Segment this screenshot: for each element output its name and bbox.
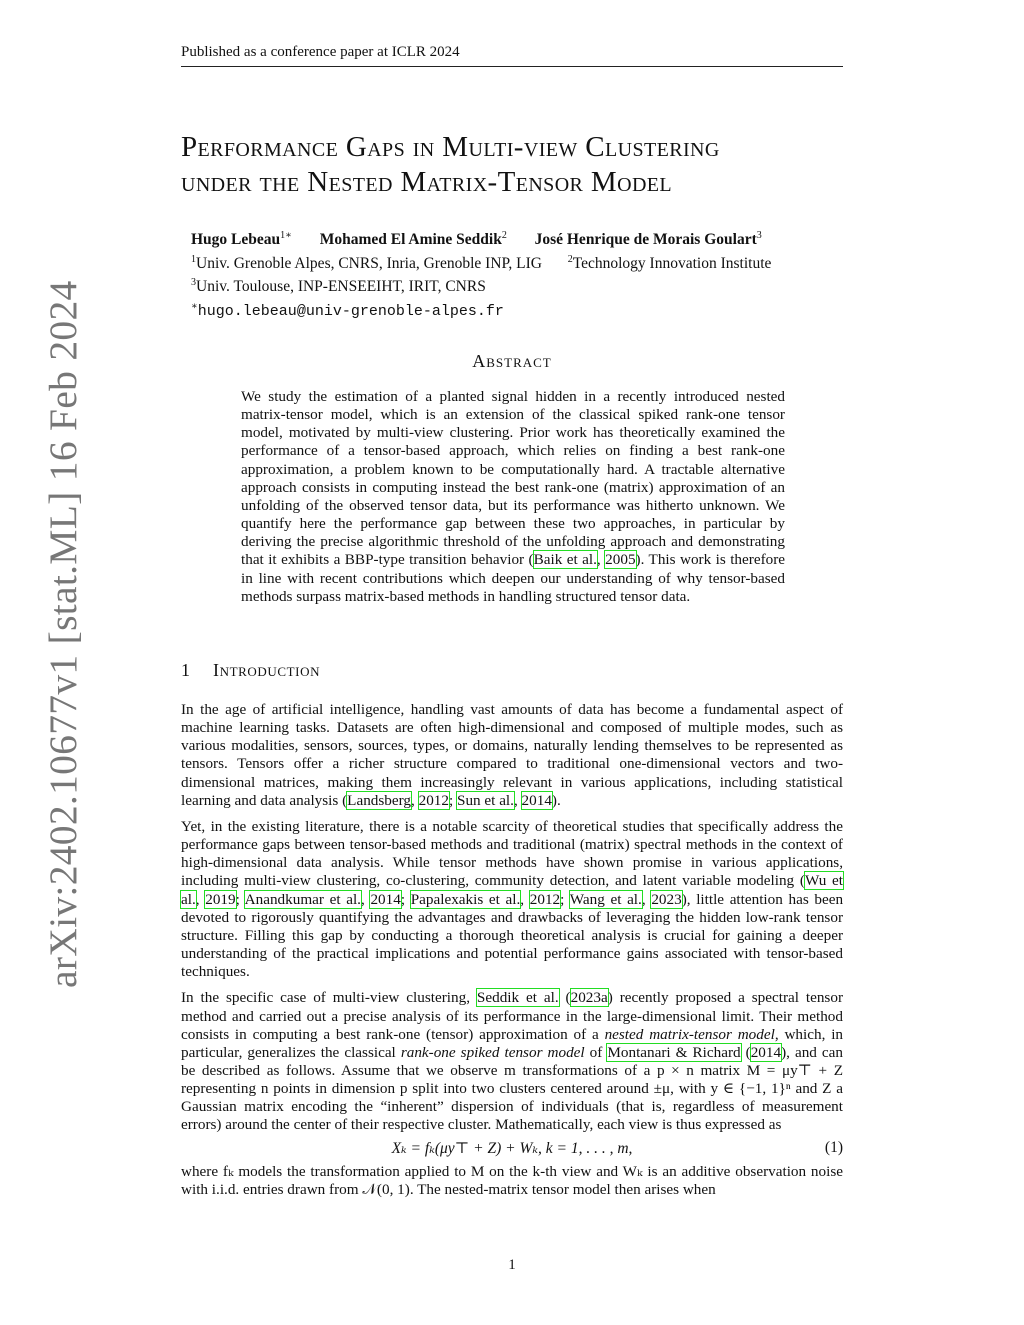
- affiliation-2: Technology Innovation Institute: [572, 254, 772, 272]
- citation-anandkumar-year-link[interactable]: 2014: [370, 890, 401, 908]
- citation-wang-year-link[interactable]: 2023: [651, 890, 682, 908]
- affiliations-row-1: [191, 250, 771, 274]
- citation-montanari-link[interactable]: Montanari & Richard: [607, 1043, 741, 1061]
- author-email: hugo.lebeau@univ-grenoble-alpes.fr: [197, 302, 504, 320]
- author-names: [191, 226, 771, 250]
- abstract-text-2: ,: [596, 551, 606, 569]
- citation-wu-link[interactable]: Wu et al.: [181, 872, 844, 908]
- citation-landsberg-year-link[interactable]: 2012: [418, 791, 449, 809]
- email-mark: ∗: [191, 300, 198, 312]
- citation-seddik-link[interactable]: Seddik et al.: [476, 989, 559, 1007]
- p3-text-2: (: [558, 989, 571, 1007]
- p3-text-1: In the specific case of multi-view clustering,: [181, 989, 477, 1007]
- title-line-2: under the Nested Matrix-Tensor Model: [181, 166, 673, 198]
- p1-text-2: ,: [411, 791, 419, 809]
- author-1-mark: 1∗: [280, 230, 292, 241]
- title-line-1: Performance Gaps in Multi-view Clustering: [181, 131, 720, 163]
- affiliation-1-mark: 1: [191, 253, 196, 265]
- abstract-text: [241, 388, 785, 606]
- author-3: José Henrique de Morais Goulart: [534, 231, 757, 248]
- p1-text-4: ,: [513, 791, 522, 809]
- page-number: 1: [508, 1257, 516, 1273]
- citation-papalexakis-link[interactable]: Papalexakis et al.: [410, 890, 521, 908]
- p2-text-4: ,: [360, 890, 371, 908]
- p1-text-1: In the age of artificial intelligence, handling vast amounts of data has become a fundamental aspect of machine learning tasks. Datasets are often high-dimensional and composed of multiple modes, such as various modalities, sensors, sources, types, or domains, naturally lending themselves to be represented as tensors. Tensors offer a richer structure compared to traditional one-dimensional vectors and two-dimensional matrices, making them increasingly relevant in various applications, including statistical learning and data analysis (: [181, 701, 843, 809]
- abstract-heading: Abstract: [472, 351, 552, 371]
- p2-text-8: ,: [641, 890, 652, 908]
- citation-sun-link[interactable]: Sun et al.: [457, 791, 514, 809]
- p1-text-5: ).: [551, 791, 561, 809]
- running-header: Published as a conference paper at ICLR 2024: [181, 44, 843, 67]
- paragraph-4: where fₖ models the transformation applied to M on the k-th view and Wₖ is an additive observation noise with i.i.d. entries drawn from 𝒩(0, 1). The nested-matrix tensor model then arises when: [181, 1162, 843, 1198]
- p2-text-5: ;: [400, 890, 411, 908]
- paragraph-2: [181, 818, 843, 981]
- citation-landsberg-link[interactable]: Landsberg: [347, 791, 411, 809]
- affiliation-1: Univ. Grenoble Alpes, CNRS, Inria, Grenoble INP, LIG: [196, 254, 542, 272]
- abstract-text-3: ). This work is therefore in line with recent contributions which deepen our understanding of why tensor-based methods surpass matrix-based methods in handling structured tensor data.: [241, 551, 786, 605]
- citation-montanari-year-link[interactable]: 2014: [750, 1043, 782, 1061]
- affiliations-row-2: [191, 273, 771, 297]
- equation-body: Xₖ = fₖ(μy⊤ + Z) + Wₖ, k = 1, . . . , m,: [391, 1139, 633, 1157]
- p2-text-6: ,: [520, 890, 530, 908]
- paragraph-1: [181, 701, 843, 810]
- author-3-mark: 3: [756, 230, 762, 241]
- p3-text-6: (: [740, 1043, 751, 1061]
- section-title: Introduction: [213, 660, 321, 680]
- p3-emphasis-2: rank-one spiked tensor model: [400, 1043, 585, 1061]
- p1-text-3: ;: [448, 791, 457, 809]
- author-1: Hugo Lebeau: [191, 231, 281, 248]
- section-number: 1: [181, 660, 191, 680]
- citation-anandkumar-link[interactable]: Anandkumar et al.: [244, 890, 361, 908]
- citation-seddik-year-link[interactable]: 2023a: [570, 989, 608, 1007]
- arxiv-identifier: arXiv:2402.10677v1 [stat.ML] 16 Feb 2024: [41, 280, 85, 988]
- author-2-mark: 2: [501, 230, 507, 241]
- p2-text-1: Yet, in the existing literature, there is a notable scarcity of theoretical studies that specifically address the performance gaps between tensor-based methods and traditional (matrix) spectral methods in the context of high-dimensional data analysis. While tensor methods have shown promise in various applications, including multi-view clustering, co-clustering, community detection, and latent variable modeling (: [181, 817, 843, 890]
- author-2: Mohamed El Amine Seddik: [319, 231, 502, 248]
- affiliation-3: Univ. Toulouse, INP-ENSEEIHT, IRIT, CNRS: [196, 278, 486, 295]
- citation-wang-link[interactable]: Wang et al.: [569, 890, 642, 908]
- affiliation-2-mark: 2: [567, 253, 573, 265]
- citation-sun-year-link[interactable]: 2014: [521, 791, 552, 809]
- paper-title: [181, 130, 861, 200]
- citation-papalexakis-year-link[interactable]: 2012: [529, 890, 561, 908]
- author-block: [191, 226, 771, 321]
- equation-1: [181, 1139, 843, 1161]
- affiliation-3-mark: 3: [191, 277, 196, 288]
- p3-text-4: , which, in particular, generalizes the classical: [181, 1025, 844, 1061]
- body-column: [181, 701, 843, 1207]
- p3-text-7: ), and can be described as follows. Assume that we observe m transformations of a p × n matrix M = μy⊤ + Z representing n points in dimension p split into two clusters centered around ±μ, with y ∈ {−1, 1}ⁿ and Z a Gaussian matrix encoding the “inherent” dispersion of individuals (that is, regardless of measurement errors) around the center of their respective cluster. Mathematically, each view is thus expressed as: [181, 1043, 844, 1134]
- equation-number: (1): [824, 1138, 843, 1156]
- p2-text-3: ;: [235, 890, 245, 908]
- p2-text-2: ,: [195, 890, 206, 908]
- p3-text-5: of: [584, 1043, 608, 1061]
- citation-baik-link[interactable]: Baik et al.: [533, 551, 597, 569]
- p2-text-7: ;: [560, 890, 570, 908]
- p2-text-9: ), little attention has been devoted to rigorously quantifying the advantages and drawbacks of leveraging the hidden low-rank tensor structure. Filling this gap by conducting a thorough theoretical analysis is crucial for gaining a deeper understanding of the practical implications and potential performance gains associated with tensor-based techniques.: [181, 890, 844, 981]
- email-row: [191, 297, 771, 322]
- p3-text-3: ) recently proposed a spectral tensor method and carried out a precise analysis of its performance in the large-dimensional limit. Their method consists in computing a best rank-one (tensor) approximation of a: [181, 989, 843, 1043]
- paragraph-3: [181, 989, 843, 1134]
- citation-baik-year-link[interactable]: 2005: [605, 551, 636, 569]
- p3-emphasis-1: nested matrix-tensor model: [604, 1025, 775, 1043]
- section-heading: [181, 660, 320, 681]
- abstract-text-1: We study the estimation of a planted signal hidden in a recently introduced nested matrix-tensor model, which is an extension of the classical spiked rank-one tensor model, motivated by multi-view clustering. Prior work has theoretically examined the performance of a tensor-based approach, which relies on finding a best rank-one approximation, a problem known to be computationally hard. A tractable alternative approach consists in computing instead the best rank-one (matrix) approximation of an unfolding of the observed tensor data, but its performance was hitherto unknown. We quantify here the performance gap between these two approaches, in particular by deriving the precise algorithmic threshold of the unfolding approach and demonstrating that it exhibits a BBP-type transition behavior (: [241, 388, 785, 569]
- citation-wu-year-link[interactable]: 2019: [205, 890, 236, 908]
